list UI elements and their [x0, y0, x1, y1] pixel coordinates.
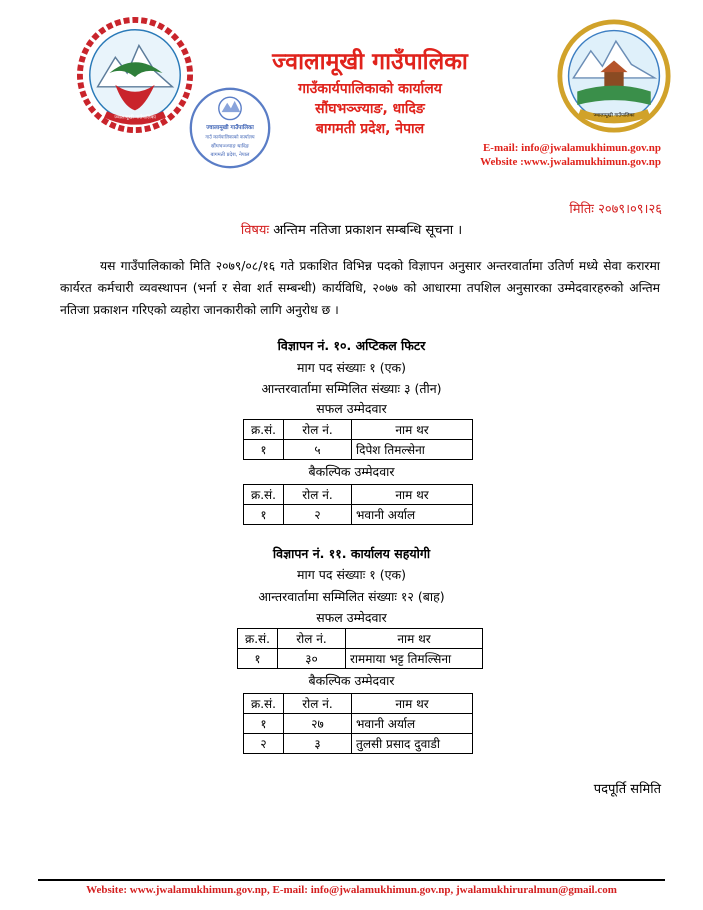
municipality-logo — [556, 18, 672, 134]
org-name: ज्वालामूखी गाउँपालिका — [272, 49, 468, 75]
header-email: E-mail: info@jwalamukhimun.gov.np — [482, 142, 661, 154]
subject-label: विषयः — [240, 223, 270, 238]
section-2-title: विज्ञापन नं. ११. कार्यालय सहयोगी — [272, 546, 431, 561]
date-value: २०७९।०९।२६ — [598, 202, 662, 217]
header-website: Website :www.jwalamukhimun.gov.np — [480, 156, 661, 168]
section-2-interviewed: आन्तरवार्तामा सम्मिलित संख्याः १२ (बाह) — [258, 589, 445, 604]
section-1-interviewed: आन्तरवार्तामा सम्मिलित संख्याः ३ (तीन) — [261, 381, 442, 396]
table-header-row: क्र.सं. रोल नं. नाम थर — [244, 485, 473, 505]
logo-left-text: ज्वालामूखी गाउँपालिका — [114, 114, 156, 121]
section-2-alt-label: बैकल्पिक उम्मेदवार — [308, 673, 395, 688]
notice-body: यस गाउँपालिकाको मिति २०७९/०८/१६ गते प्रकाशित विभिन्न पदको विज्ञापन अनुसार अन्तरवार्तामा उतिर्ण मध्ये सेवा करारमा कार्यरत कर्मचारी व्यवस्थापन (भर्ना र सेवा शर्त सम्बन्धी) कार्यविधि, २०७७ को आधारमा तपशिल अनुसारका उम्मेदवारहरुको अन्तिम नतिजा प्रकाशन गरिएको व्यहोरा जानकारीको लागि अनुरोध छ । — [60, 259, 660, 317]
section-2-alternate-table — [243, 693, 473, 754]
nepal-emblem-logo — [76, 16, 194, 134]
section-1-title: विज्ञापन नं. १०. अप्टिकल फिटर — [277, 338, 426, 353]
subject-line — [0, 220, 703, 238]
table-row: १ २७ भवानी अर्याल — [244, 714, 473, 734]
address: सौंघभञ्ज्याङ, धादिङ — [315, 101, 425, 117]
svg-text:बागमती प्रदेश, नेपाल: बागमती प्रदेश, नेपाल — [210, 152, 250, 158]
logo-right-text: ज्वालामूखी गाउँपालिका — [593, 113, 635, 119]
table-row: १ ३० राममाया भट्ट तिमल्सिना — [238, 649, 483, 669]
table-header-row: क्र.सं. रोल नं. नाम थर — [244, 694, 473, 714]
section-1-alt-label: बैकल्पिक उम्मेदवार — [308, 464, 395, 479]
svg-text:सौंघभञ्ज्याङ धादिङ: सौंघभञ्ज्याङ धादिङ — [210, 143, 250, 150]
section-1-alternate-table — [243, 484, 473, 525]
office-name: गाउँकार्यपालिकाको कार्यालय — [298, 81, 442, 97]
table-header-row: क्र.सं. रोल नं. नाम थर — [238, 629, 483, 649]
province: बागमती प्रदेश, नेपाल — [315, 121, 425, 137]
table-header-row: क्र.सं. रोल नं. नाम थर — [244, 420, 473, 440]
section-2-success-table — [237, 628, 483, 669]
date-label: मितिः — [569, 202, 594, 217]
section-1-posts: माग पद संख्याः १ (एक) — [297, 360, 406, 375]
footer-contact: Website: www.jwalamukhimun.gov.np, E-mail: info@jwalamukhimun.gov.np, jwalamukhiruralmun@gmail.com — [86, 884, 617, 896]
subject-text: अन्तिम नतिजा प्रकाशन सम्बन्धि सूचना । — [273, 223, 463, 238]
section-1-success-label: सफल उम्मेदवार — [316, 401, 387, 416]
svg-text:ज्वालामूखी गाउँपालिका: ज्वालामूखी गाउँपालिका — [206, 124, 254, 131]
section-2-success-label: सफल उम्मेदवार — [316, 610, 387, 625]
svg-text:गाउँ कार्यपालिकाको कार्यालय: गाउँ कार्यपालिकाको कार्यालय — [205, 135, 255, 141]
footer-divider — [38, 879, 665, 881]
table-row: १ ५ दिपेश तिमल्सेना — [244, 440, 473, 460]
date-line — [569, 199, 662, 217]
section-1-success-table — [243, 419, 473, 460]
table-row: २ ३ तुलसी प्रसाद दुवाडी — [244, 734, 473, 754]
section-2-posts: माग पद संख्याः १ (एक) — [297, 567, 406, 582]
signature: पदपूर्ति समिति — [593, 782, 661, 797]
table-row: १ २ भवानी अर्याल — [244, 505, 473, 525]
